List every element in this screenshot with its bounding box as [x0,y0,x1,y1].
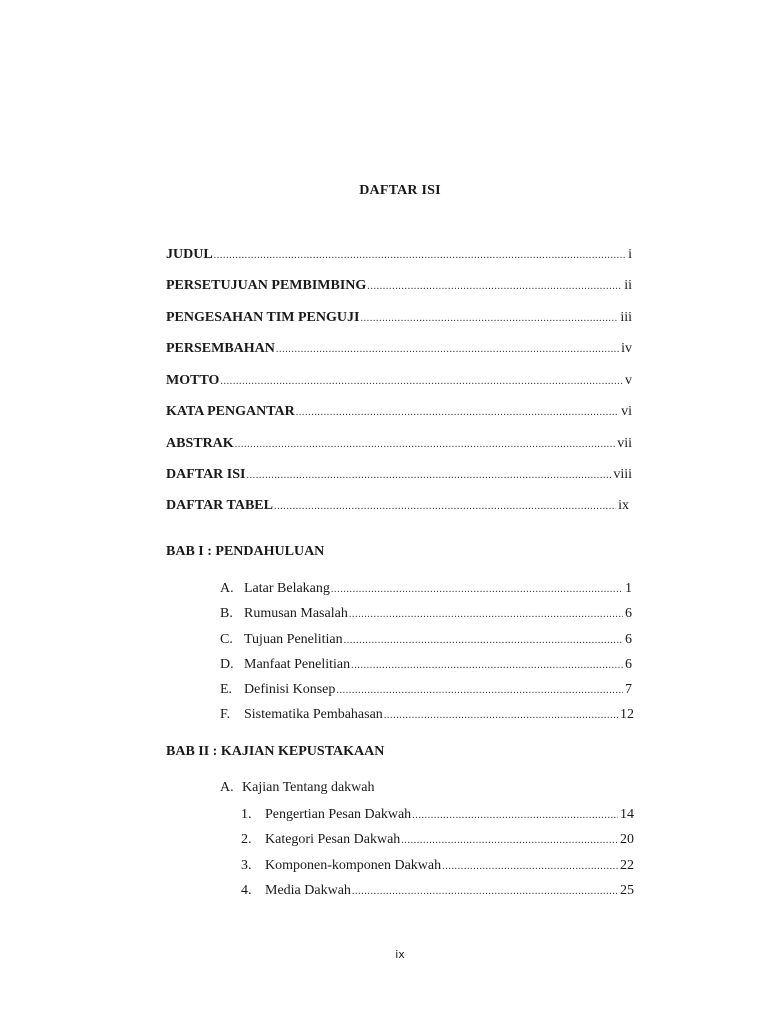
toc-entry-motto [166,372,632,391]
toc-subsubentry [241,882,634,901]
toc-entry-page: ix [618,498,629,513]
toc-subentry-number: A. [220,581,234,596]
dot-leader [401,832,618,850]
toc-subentry [220,706,634,725]
toc-section-a [220,780,375,796]
toc-subsubentry-number: 3. [241,858,252,873]
toc-subentry-page: 12 [620,707,634,722]
toc-entry-page: i [628,247,632,262]
toc-subentry-number: F. [220,707,231,722]
page-title: DAFTAR ISI [359,183,441,198]
toc-entry-page: vi [621,404,632,419]
dot-leader [352,883,618,901]
toc-entry-page: iii [620,310,632,325]
toc-subsubentry [241,857,634,876]
toc-entry-judul [166,246,632,265]
toc-entry-label: PERSEMBAHAN [166,341,275,356]
dot-leader [384,707,618,725]
chapter-heading-bab-2: BAB II : KAJIAN KEPUSTAKAAN [166,744,385,759]
toc-entry-page: iv [621,341,632,356]
toc-subentry-number: B. [220,606,233,621]
toc-subentry [220,580,632,599]
dot-leader [220,373,623,391]
toc-subsubentry-page: 25 [620,883,634,898]
toc-subentry [220,605,632,624]
dot-leader [296,404,619,422]
toc-subentry-page: 1 [625,581,632,596]
toc-entry-label: MOTTO [166,373,220,388]
toc-subentry [220,656,632,675]
toc-entry-daftar-isi [166,466,632,485]
dot-leader [344,632,623,650]
toc-subentry-page: 6 [625,657,632,672]
toc-entry-label: PERSETUJUAN PEMBIMBING [166,278,367,293]
toc-entry-daftar-tabel [166,497,629,516]
toc-subentry-label: Sistematika Pembahasan [244,707,383,722]
dot-leader [274,498,616,516]
toc-section-number: A. [220,780,234,795]
toc-entry-persetujuan [166,277,632,296]
toc-entry-page: v [625,373,632,388]
toc-entry-abstrak [166,435,632,454]
toc-subsubentry-number: 1. [241,807,252,822]
toc-entry-label: DAFTAR ISI [166,467,246,482]
toc-subentry-number: E. [220,682,233,697]
toc-entry-label: ABSTRAK [166,436,234,451]
dot-leader [235,436,616,454]
toc-entry-label: PENGESAHAN TIM PENGUJI [166,310,360,325]
toc-subsubentry-number: 2. [241,832,252,847]
toc-subentry-label: Latar Belakang [244,581,330,596]
dot-leader [246,467,611,485]
toc-subentry-page: 6 [625,606,632,621]
toc-subsubentry-page: 20 [620,832,634,847]
dot-leader [412,807,618,825]
toc-entry-label: DAFTAR TABEL [166,498,273,513]
dot-leader [214,247,626,265]
dot-leader [331,581,623,599]
toc-subsubentry-label: Kategori Pesan Dakwah [265,832,401,847]
toc-subentry-number: D. [220,657,234,672]
toc-subsubentry-label: Pengertian Pesan Dakwah [265,807,412,822]
toc-subentry [220,631,632,650]
chapter-heading-bab-1: BAB I : PENDAHULUAN [166,544,325,559]
toc-entry-page: viii [613,467,632,482]
page-number-footer: ix [395,948,405,961]
toc-subsubentry-page: 14 [620,807,634,822]
toc-subentry-label: Tujuan Penelitian [244,632,343,647]
toc-subsubentry [241,831,634,850]
toc-subentry-number: C. [220,632,233,647]
toc-entry-pengesahan [166,309,632,328]
dot-leader [276,341,619,359]
toc-subsubentry-label: Komponen-komponen Dakwah [265,858,442,873]
toc-subsubentry-page: 22 [620,858,634,873]
toc-subsubentry-number: 4. [241,883,252,898]
toc-subentry-page: 7 [625,682,632,697]
toc-subsubentry [241,806,634,825]
toc-subsubentry-label: Media Dakwah [265,883,351,898]
toc-entry-persembahan [166,340,632,359]
toc-section-label: Kajian Tentang dakwah [242,780,375,795]
toc-subentry [220,681,632,700]
toc-subentry-label: Rumusan Masalah [244,606,348,621]
dot-leader [360,310,618,328]
dot-leader [336,682,623,700]
toc-subentry-label: Manfaat Penelitian [244,657,351,672]
dot-leader [367,278,622,296]
toc-entry-label: KATA PENGANTAR [166,404,295,419]
toc-subentry-page: 6 [625,632,632,647]
toc-entry-page: vii [617,436,632,451]
toc-subentry-label: Definisi Konsep [244,682,336,697]
toc-entry-kata-pengantar [166,403,632,422]
dot-leader [349,606,623,624]
toc-entry-label: JUDUL [166,247,213,262]
dot-leader [442,858,618,876]
toc-entry-page: ii [624,278,632,293]
dot-leader [351,657,623,675]
